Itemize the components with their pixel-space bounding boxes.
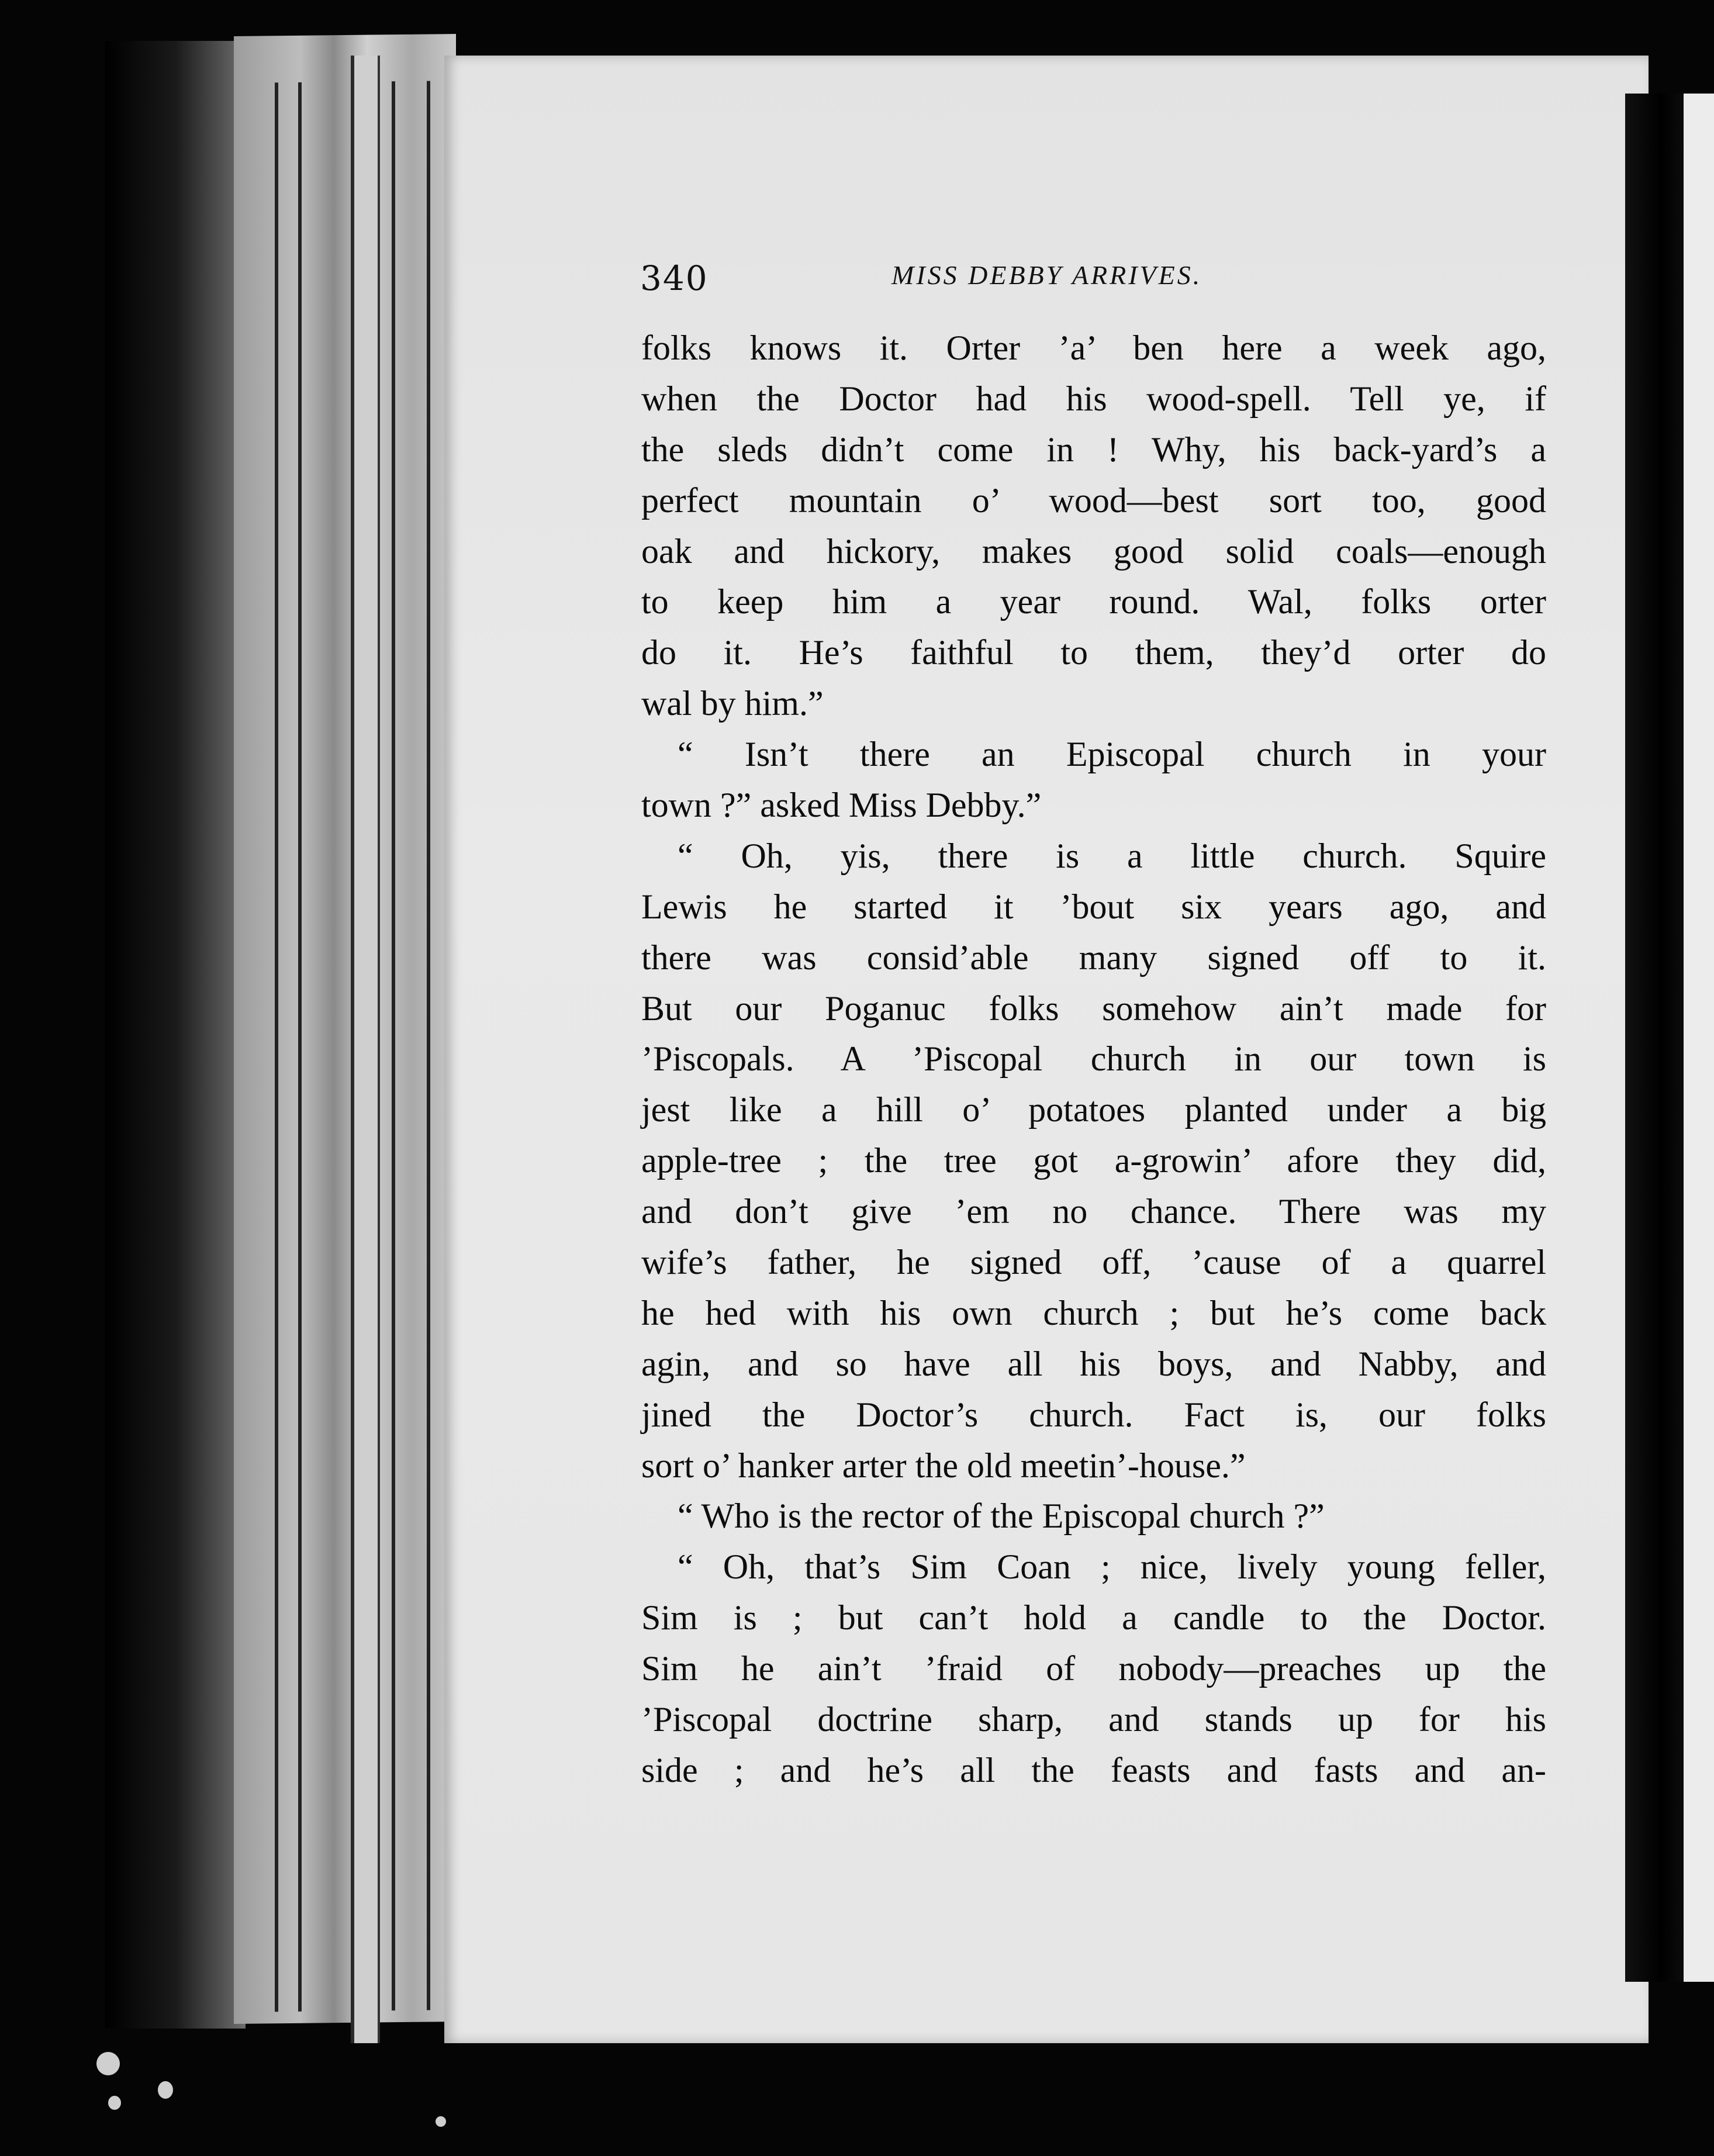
text-line: and don’t give ’em no chance. There was my bbox=[641, 1192, 1546, 1231]
text-line: sort o’ hanker arter the old meetin’-house.” bbox=[641, 1446, 1246, 1485]
dust-speck bbox=[108, 2096, 121, 2110]
page-edge-line bbox=[298, 82, 302, 2012]
text-line: there was consid’able many signed off to it. bbox=[641, 938, 1546, 977]
text-line: perfect mountain o’ wood—best sort too, good bbox=[641, 481, 1546, 520]
running-title: MISS DEBBY ARRIVES. bbox=[891, 260, 1202, 290]
text-line: ’Piscopals. A ’Piscopal church in our town is bbox=[641, 1039, 1546, 1079]
page-number: 340 bbox=[640, 258, 709, 298]
dust-speck bbox=[158, 2081, 173, 2099]
text-line: Sim he ain’t ’fraid of nobody—preaches up the bbox=[641, 1649, 1546, 1688]
text-line: oak and hickory, makes good solid coals—enough bbox=[641, 531, 1546, 571]
text-line: jined the Doctor’s church. Fact is, our folks bbox=[641, 1395, 1546, 1434]
text-line: when the Doctor had his wood-spell. Tell ye, if bbox=[641, 379, 1546, 418]
text-line: apple-tree ; the tree got a-growin’ afore they did, bbox=[641, 1141, 1546, 1180]
body-text bbox=[641, 323, 1546, 1796]
text-line: do it. He’s faithful to them, they’d orter do bbox=[641, 633, 1546, 672]
dust-speck bbox=[436, 2116, 446, 2127]
text-line: agin, and so have all his boys, and Nabby, and bbox=[641, 1344, 1546, 1383]
text-line: to keep him a year round. Wal, folks orter bbox=[641, 582, 1546, 621]
text-line: But our Poganuc folks somehow ain’t made for bbox=[641, 989, 1546, 1028]
page-header bbox=[640, 253, 1605, 299]
right-page-strip bbox=[1684, 94, 1714, 1982]
text-line: “ Isn’t there an Episcopal church in your bbox=[678, 735, 1546, 774]
text-line: side ; and he’s all the feasts and fasts and an- bbox=[641, 1750, 1546, 1789]
text-line: “ Who is the rector of the Episcopal church ?” bbox=[678, 1497, 1325, 1536]
text-line: “ Oh, that’s Sim Coan ; nice, lively young feller, bbox=[678, 1547, 1546, 1587]
text-line: wife’s father, he signed off, ’cause of a quarrel bbox=[641, 1243, 1546, 1282]
text-line: the sleds didn’t come in ! Why, his back-yard’s a bbox=[641, 430, 1546, 469]
text-line: jest like a hill o’ potatoes planted under a big bbox=[641, 1090, 1546, 1129]
text-line: he hed with his own church ; but he’s come back bbox=[641, 1293, 1546, 1332]
text-line: folks knows it. Orter ’a’ ben here a week ago, bbox=[641, 329, 1546, 367]
page-edge-line bbox=[275, 82, 278, 2012]
text-line: Lewis he started it ’bout six years ago, and bbox=[641, 887, 1546, 926]
page-edge-line bbox=[427, 81, 430, 2010]
page-edge-line bbox=[392, 81, 395, 2010]
page-gutter bbox=[351, 56, 380, 2043]
book-spine-shadow bbox=[105, 41, 246, 2029]
text-line: Sim is ; but can’t hold a candle to the Doctor. bbox=[641, 1598, 1546, 1637]
text-line: town ?” asked Miss Debby.” bbox=[641, 786, 1042, 825]
page-stack-edge bbox=[234, 34, 456, 2024]
text-line: “ Oh, yis, there is a little church. Squire bbox=[678, 836, 1546, 875]
text-line: ’Piscopal doctrine sharp, and stands up for his bbox=[641, 1700, 1546, 1739]
text-line: wal by him.” bbox=[641, 684, 824, 723]
dust-speck bbox=[96, 2052, 120, 2075]
